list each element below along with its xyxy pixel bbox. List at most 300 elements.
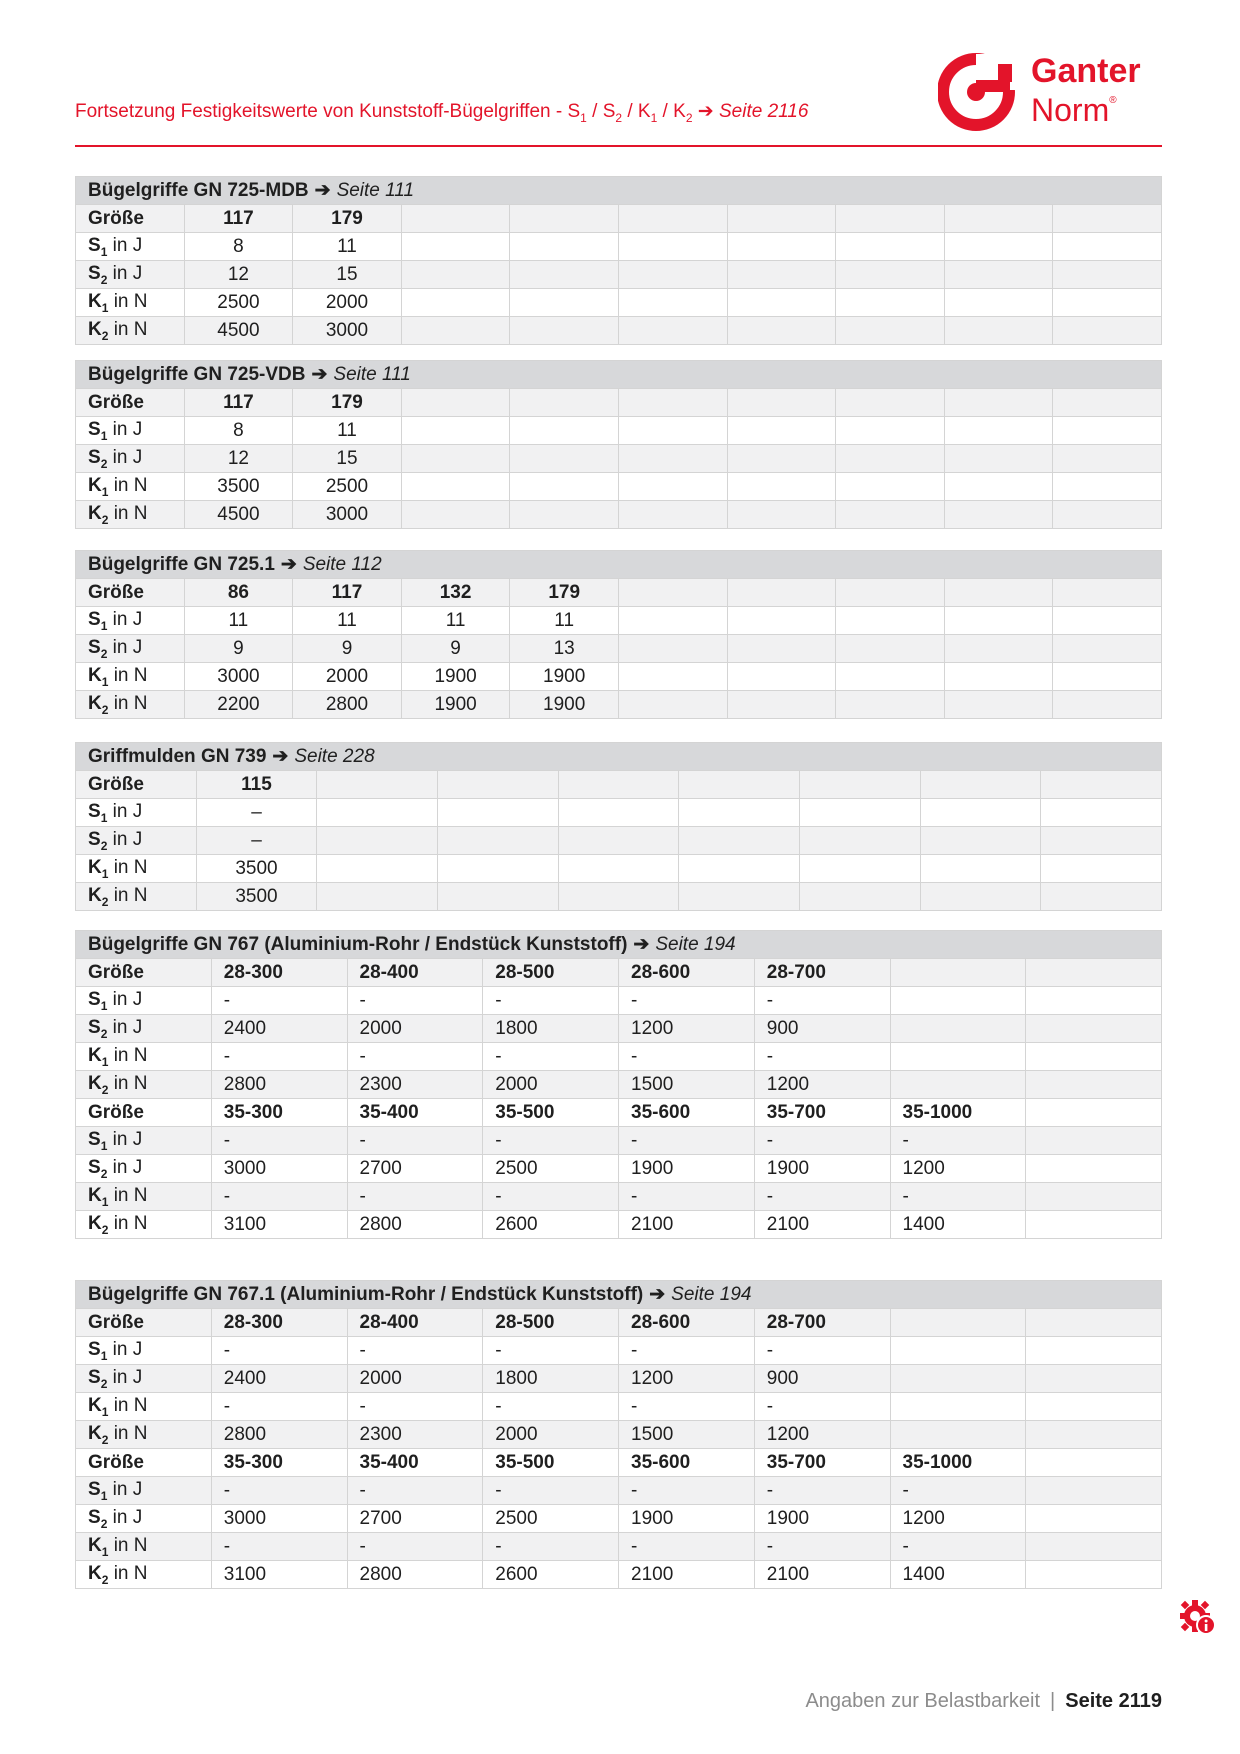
size-cell: 28-700 [754,959,890,987]
value-cell [727,501,836,529]
value-cell: - [211,1393,347,1421]
value-cell: 1200 [619,1365,755,1393]
size-cell: 28-600 [619,1309,755,1337]
logo-norm-text: Norm [1031,92,1110,128]
value-cell [558,855,679,883]
size-cell [401,389,510,417]
value-cell [727,445,836,473]
value-cell: - [211,1337,347,1365]
row-label-index: 2 [101,1572,109,1587]
table-row [76,1155,1162,1183]
value-cell [618,691,727,719]
value-cell: - [754,1477,890,1505]
value-cell: 3100 [211,1561,347,1589]
row-label-symbol: S [88,1128,101,1150]
value-cell: 2500 [184,289,293,317]
row-label [76,261,185,289]
value-cell: 3500 [184,473,293,501]
table-page-link[interactable]: Seite 194 [671,1284,752,1305]
value-cell [437,827,558,855]
value-cell: 2100 [754,1561,890,1589]
value-cell: 2600 [483,1211,619,1239]
value-cell: - [754,1127,890,1155]
arrow-icon: ➔ [697,101,714,122]
value-cell: - [347,1477,483,1505]
size-cell: 35-1000 [890,1449,1026,1477]
value-cell [1041,799,1162,827]
header-page-link[interactable]: Seite 2116 [718,101,809,122]
table-row [76,1309,1162,1337]
value-cell [836,261,945,289]
size-cell: 28-400 [347,1309,483,1337]
value-cell: 2800 [347,1561,483,1589]
row-label-unit: in N [108,474,148,496]
page-header-title: Fortsetzung Festigkeitswerte von Kunststoff-Bügelgriffen - $S_1 / S_2 / K_1 / K_2$ ➔ Seite 2116 [75,101,809,125]
value-cell: 3500 [196,855,317,883]
value-cell [727,233,836,261]
row-label-index: 2 [100,1166,108,1181]
value-cell [890,1015,1026,1043]
row-label-index: 1 [101,1404,109,1419]
value-cell: 1800 [483,1015,619,1043]
value-cell: 11 [510,607,619,635]
value-cell: - [754,1043,890,1071]
row-label-symbol: K [88,1534,102,1556]
value-cell [890,987,1026,1015]
row-label-symbol: K [88,1422,102,1444]
row-label-index: 2 [100,272,108,287]
value-cell: - [619,1533,755,1561]
value-cell [836,691,945,719]
row-label-index: 2 [101,702,109,717]
row-label-symbol: K [88,1184,102,1206]
logo-ganter: Ganter [1031,52,1141,90]
table-row [76,1337,1162,1365]
value-cell: 2500 [483,1505,619,1533]
table-row [76,691,1162,719]
row-label [76,883,197,911]
row-label-unit: in N [108,290,148,312]
sep: / [622,101,638,122]
value-cell: - [211,987,347,1015]
value-cell [1053,445,1162,473]
size-cell: 86 [184,579,293,607]
value-cell: 1900 [754,1155,890,1183]
value-cell: - [619,1043,755,1071]
row-label-symbol: S [88,1338,101,1360]
table-row [76,1561,1162,1589]
table-row [76,827,1162,855]
table-row [76,1099,1162,1127]
value-cell [944,607,1053,635]
value-cell: 1500 [619,1071,755,1099]
row-label [76,1211,212,1239]
size-label: Größe [76,771,197,799]
row-label-index: 1 [100,810,108,825]
table-row [76,1505,1162,1533]
value-cell: 2500 [483,1155,619,1183]
value-cell: 3000 [211,1505,347,1533]
row-label-symbol: K [88,884,102,906]
value-cell: 1500 [619,1421,755,1449]
value-cell [679,827,800,855]
logo-norm [1031,86,1141,128]
row-label-unit: in J [107,828,143,850]
row-label-symbol: K [88,1562,102,1584]
value-cell: 2800 [211,1421,347,1449]
value-cell [1053,691,1162,719]
row-label-symbol: K [88,474,102,496]
value-cell: 2700 [347,1505,483,1533]
value-cell: - [211,1183,347,1211]
value-cell [437,799,558,827]
table-row [76,799,1162,827]
value-cell: 1200 [890,1155,1026,1183]
value-cell [944,445,1053,473]
value-cell: 1400 [890,1211,1026,1239]
table-page-link[interactable]: Seite 194 [655,934,736,955]
row-label-symbol: S [88,1016,101,1038]
ganter-norm-logo [938,52,1168,132]
value-cell: 11 [184,607,293,635]
row-label-index: 2 [101,512,109,527]
value-cell [727,317,836,345]
table-row [76,663,1162,691]
table-page-link[interactable]: Seite 112 [302,554,382,575]
strength-table [75,360,1162,529]
value-cell [618,289,727,317]
row-label [76,233,185,261]
value-cell [1026,1421,1162,1449]
row-label-symbol: K [88,502,102,524]
size-cell: 117 [293,579,402,607]
value-cell [727,473,836,501]
value-cell [727,261,836,289]
value-cell [727,607,836,635]
sub-k2: 2 [685,110,693,125]
row-label-unit: in J [107,262,143,284]
value-cell [437,855,558,883]
row-label-unit: in J [107,636,143,658]
row-label-unit: in N [108,664,148,686]
value-cell: 1200 [890,1505,1026,1533]
value-cell [727,289,836,317]
value-cell [1053,261,1162,289]
value-cell [1053,417,1162,445]
table-row [76,1071,1162,1099]
value-cell [1053,607,1162,635]
row-label-unit: in J [107,1016,143,1038]
row-label-unit: in J [107,1128,143,1150]
size-cell: 35-400 [347,1099,483,1127]
value-cell [1041,827,1162,855]
value-cell [618,417,727,445]
table-row [76,389,1162,417]
size-cell [944,389,1053,417]
value-cell: - [347,1337,483,1365]
table-row [76,1211,1162,1239]
table-row [76,417,1162,445]
value-cell: 1900 [619,1505,755,1533]
value-cell: 3000 [184,663,293,691]
value-cell: 2000 [347,1015,483,1043]
size-cell [1053,579,1162,607]
value-cell: 3000 [211,1155,347,1183]
value-cell: - [483,987,619,1015]
row-label-symbol: S [88,828,101,850]
table-page-link[interactable]: Seite 111 [333,364,411,385]
value-cell [836,417,945,445]
value-cell [944,501,1053,529]
value-cell: 1400 [890,1561,1026,1589]
size-cell: 28-600 [619,959,755,987]
value-cell [890,1337,1026,1365]
value-cell: - [483,1043,619,1071]
value-cell [510,317,619,345]
row-label [76,635,185,663]
row-label-unit: in J [107,1366,143,1388]
value-cell [1053,289,1162,317]
size-cell: 35-300 [211,1449,347,1477]
value-cell [618,233,727,261]
sub-k1: 1 [650,110,658,125]
row-label [76,1561,212,1589]
row-label-unit: in J [107,1338,143,1360]
value-cell: 1900 [510,691,619,719]
value-cell: - [483,1533,619,1561]
value-cell: 2800 [211,1071,347,1099]
value-cell: - [619,1337,755,1365]
value-cell: 900 [754,1015,890,1043]
value-cell [618,607,727,635]
value-cell: 2100 [754,1211,890,1239]
header-title-text: Fortsetzung Festigkeitswerte von Kunststoff-Bügelgriffen - S [75,101,581,122]
value-cell [679,799,800,827]
value-cell [401,501,510,529]
value-cell [1026,1127,1162,1155]
value-cell: - [483,1477,619,1505]
value-cell [1053,233,1162,261]
value-cell [510,289,619,317]
row-label-index: 2 [100,646,108,661]
value-cell [944,635,1053,663]
value-cell [799,883,920,911]
row-label-unit: in N [108,1044,148,1066]
row-label-index: 2 [100,456,108,471]
value-cell [727,417,836,445]
value-cell [401,289,510,317]
size-cell: 179 [510,579,619,607]
table-row [76,635,1162,663]
value-cell [317,799,438,827]
value-cell [1026,1155,1162,1183]
value-cell [890,1365,1026,1393]
row-label-symbol: K [88,1044,102,1066]
size-cell: 179 [293,205,402,233]
value-cell: - [754,1183,890,1211]
size-cell [890,959,1026,987]
row-label [76,501,185,529]
row-label-index: 2 [100,838,108,853]
value-cell: 11 [293,417,402,445]
row-label-symbol: S [88,1366,101,1388]
row-label-index: 1 [100,1348,108,1363]
row-label-index: 2 [101,1222,109,1237]
value-cell [618,445,727,473]
row-label [76,987,212,1015]
row-label-index: 2 [101,1432,109,1447]
table-row [76,579,1162,607]
row-label-unit: in J [107,1478,143,1500]
table-row [76,1421,1162,1449]
table-row [76,1043,1162,1071]
value-cell [890,1043,1026,1071]
value-cell [727,635,836,663]
value-cell: 1900 [754,1505,890,1533]
table-row [76,473,1162,501]
row-label [76,827,197,855]
value-cell: 1900 [510,663,619,691]
table-page-link[interactable]: Seite 111 [336,180,415,201]
value-cell: - [211,1533,347,1561]
table-page-link[interactable]: Seite 228 [294,746,375,767]
size-cell [618,579,727,607]
value-cell [836,635,945,663]
value-cell [1041,855,1162,883]
size-cell [836,389,945,417]
value-cell: 8 [184,233,293,261]
gear-info-icon[interactable] [1178,1596,1218,1636]
value-cell [799,799,920,827]
table-row [76,289,1162,317]
size-cell: 35-400 [347,1449,483,1477]
row-label-index: 1 [101,1194,109,1209]
value-cell: - [890,1477,1026,1505]
size-cell [727,205,836,233]
row-label [76,607,185,635]
strength-table [75,176,1162,345]
size-cell: 35-500 [483,1099,619,1127]
size-cell [317,771,438,799]
value-cell [1053,663,1162,691]
row-label-index: 2 [101,328,109,343]
value-cell [510,233,619,261]
table-title-text: Griffmulden GN 739 [88,746,267,767]
value-cell [1026,1365,1162,1393]
value-cell: 2300 [347,1421,483,1449]
row-label-index: 2 [100,1376,108,1391]
row-label-symbol: S [88,800,101,822]
value-cell [1026,1071,1162,1099]
row-label-index: 2 [100,1516,108,1531]
value-cell: - [211,1127,347,1155]
size-label: Größe [76,579,185,607]
value-cell: 2000 [483,1421,619,1449]
value-cell: – [196,827,317,855]
row-label [76,1365,212,1393]
value-cell: 11 [401,607,510,635]
value-cell: 900 [754,1365,890,1393]
value-cell [679,883,800,911]
value-cell: 8 [184,417,293,445]
value-cell: - [890,1183,1026,1211]
size-cell [618,205,727,233]
table-title-text: Bügelgriffe GN 767 (Aluminium-Rohr / Endstück Kunststoff) [88,934,628,955]
row-label [76,445,185,473]
value-cell [1026,987,1162,1015]
value-cell: - [890,1533,1026,1561]
value-cell [510,261,619,289]
value-cell: 1900 [401,663,510,691]
value-cell: - [347,1533,483,1561]
value-cell [558,883,679,911]
table-row [76,883,1162,911]
value-cell [401,417,510,445]
size-cell: 28-400 [347,959,483,987]
row-label-index: 1 [100,1138,108,1153]
value-cell [317,827,438,855]
row-label-index: 1 [101,300,109,315]
value-cell [920,883,1041,911]
table-row [76,607,1162,635]
value-cell [836,445,945,473]
value-cell [836,317,945,345]
size-cell [437,771,558,799]
row-label [76,1477,212,1505]
arrow-icon: ➔ [280,554,297,575]
size-cell: 132 [401,579,510,607]
size-cell: 35-700 [754,1449,890,1477]
row-label-index: 1 [101,674,109,689]
footer-section: Angaben zur Belastbarkeit [805,1690,1041,1712]
row-label-index: 1 [101,866,109,881]
row-label-index: 1 [100,428,108,443]
table-title [76,743,1162,771]
logo-reg: ® [1109,95,1117,106]
row-label-unit: in N [108,1184,148,1206]
size-cell: 35-700 [754,1099,890,1127]
row-label-index: 2 [100,1026,108,1041]
size-cell [1041,771,1162,799]
value-cell [401,233,510,261]
value-cell [1026,1337,1162,1365]
table-title-text: Bügelgriffe GN 725.1 [88,554,275,575]
size-cell [1053,389,1162,417]
value-cell: 2100 [619,1211,755,1239]
row-label [76,1183,212,1211]
value-cell: 2400 [211,1365,347,1393]
row-label-index: 2 [101,1082,109,1097]
size-cell: 35-1000 [890,1099,1026,1127]
size-cell [890,1309,1026,1337]
row-label-symbol: K [88,1212,102,1234]
row-label-unit: in J [107,800,143,822]
size-cell: 179 [293,389,402,417]
value-cell: - [347,1043,483,1071]
strength-table [75,930,1162,1239]
value-cell: - [211,1043,347,1071]
row-label-index: 1 [101,1054,109,1069]
table-row [76,987,1162,1015]
size-cell [944,205,1053,233]
row-label-symbol: K [88,1072,102,1094]
size-label: Größe [76,959,212,987]
value-cell: 1900 [619,1155,755,1183]
size-cell: 28-500 [483,959,619,987]
value-cell [836,473,945,501]
size-cell [836,205,945,233]
size-cell: 35-500 [483,1449,619,1477]
